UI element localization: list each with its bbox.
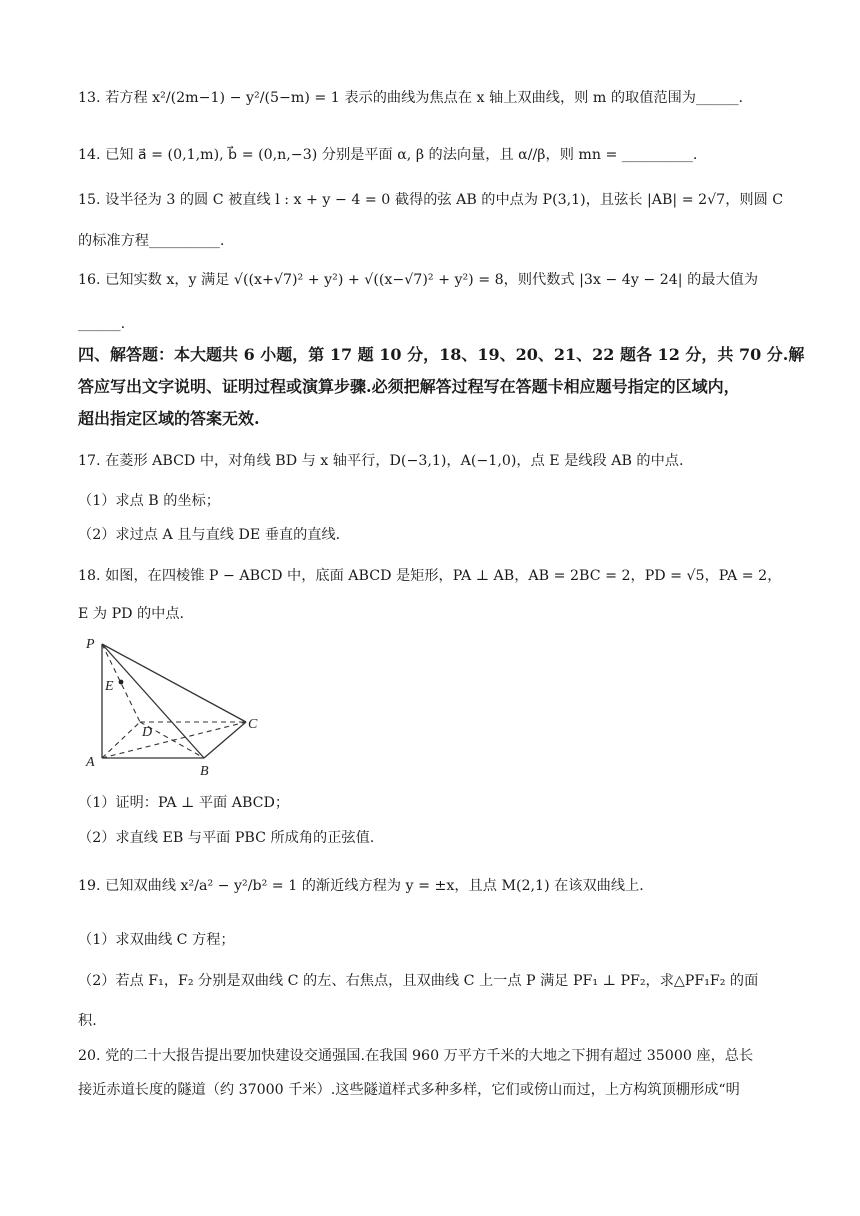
question-18-line-1: 18. 如图，在四棱锥 P − ABCD 中，底面 ABCD 是矩形，PA ⊥ AB，AB = 2BC = 2，PD = √5，PA = 2， <box>78 568 782 584</box>
question-13: 13. 若方程 x²/(2m−1) − y²/(5−m) = 1 表示的曲线为焦点在 x 轴上双曲线，则 m 的取值范围为______. <box>78 90 744 106</box>
question-15-line-2: 的标准方程__________. <box>78 233 225 249</box>
question-16-line-2: ______. <box>78 316 126 332</box>
question-15-line-1: 15. 设半径为 3 的圆 C 被直线 l : x + y − 4 = 0 截得的弦 AB 的中点为 P(3,1)，且弦长 |AB| = 2√7，则圆 C <box>78 192 784 208</box>
label-B: B <box>200 764 209 779</box>
pyramid-figure <box>80 632 280 782</box>
question-19-part-2-line-2: 积. <box>78 1013 97 1029</box>
section-heading-line-2: 答应写出文字说明、证明过程或演算步骤.必须把解答过程写在答题卡相应题号指定的区域内， <box>78 377 740 396</box>
section-heading-line-1: 四、解答题：本大题共 6 小题，第 17 题 10 分，18、19、20、21、22 题各 12 分，共 70 分.解 <box>78 345 805 364</box>
pyramid-diagram <box>80 632 280 782</box>
label-C: C <box>248 717 258 732</box>
question-18-part-1: （1）证明：PA ⊥ 平面 ABCD； <box>78 795 290 811</box>
question-19-part-2-line-1: （2）若点 F₁，F₂ 分别是双曲线 C 的左、右焦点，且双曲线 C 上一点 P 满足 PF₁ ⊥ PF₂，求△PF₁F₂ 的面 <box>78 973 759 989</box>
question-19: 19. 已知双曲线 x²/a² − y²/b² = 1 的渐近线方程为 y = ±x，且点 M(2,1) 在该双曲线上. <box>78 878 644 894</box>
question-19-part-1: （1）求双曲线 C 方程； <box>78 932 235 948</box>
label-A: A <box>86 755 95 770</box>
question-17-part-2: （2）求过点 A 且与直线 DE 垂直的直线. <box>78 527 341 543</box>
label-E: E <box>105 679 114 694</box>
question-20-line-2: 接近赤道长度的隧道（约 37000 千米）.这些隧道样式多种多样，它们或傍山而过，上方构筑顶棚形成“明 <box>78 1082 740 1098</box>
section-heading <box>78 339 805 435</box>
question-20-line-1: 20. 党的二十大报告提出要加快建设交通强国.在我国 960 万平方千米的大地之下拥有超过 35000 座，总长 <box>78 1048 754 1064</box>
question-18-part-2: （2）求直线 EB 与平面 PBC 所成角的正弦值. <box>78 830 375 846</box>
question-17-part-1: （1）求点 B 的坐标； <box>78 493 220 509</box>
label-D: D <box>142 725 153 740</box>
question-16-line-1: 16. 已知实数 x，y 满足 √((x+√7)² + y²) + √((x−√7)² + y²) = 8，则代数式 |3x − 4y − 24| 的最大值为 <box>78 272 759 288</box>
section-heading-line-3: 超出指定区域的答案无效. <box>78 409 260 428</box>
label-P: P <box>86 637 95 652</box>
question-14: 14. 已知 a⃗ = (0,1,m), b⃗ = (0,n,−3) 分别是平面 α, β 的法向量，且 α//β，则 mn = __________. <box>78 147 698 163</box>
question-17: 17. 在菱形 ABCD 中，对角线 BD 与 x 轴平行，D(−3,1)，A(−1,0)，点 E 是线段 AB 的中点. <box>78 453 684 469</box>
question-18-line-2: E 为 PD 的中点. <box>78 606 185 622</box>
